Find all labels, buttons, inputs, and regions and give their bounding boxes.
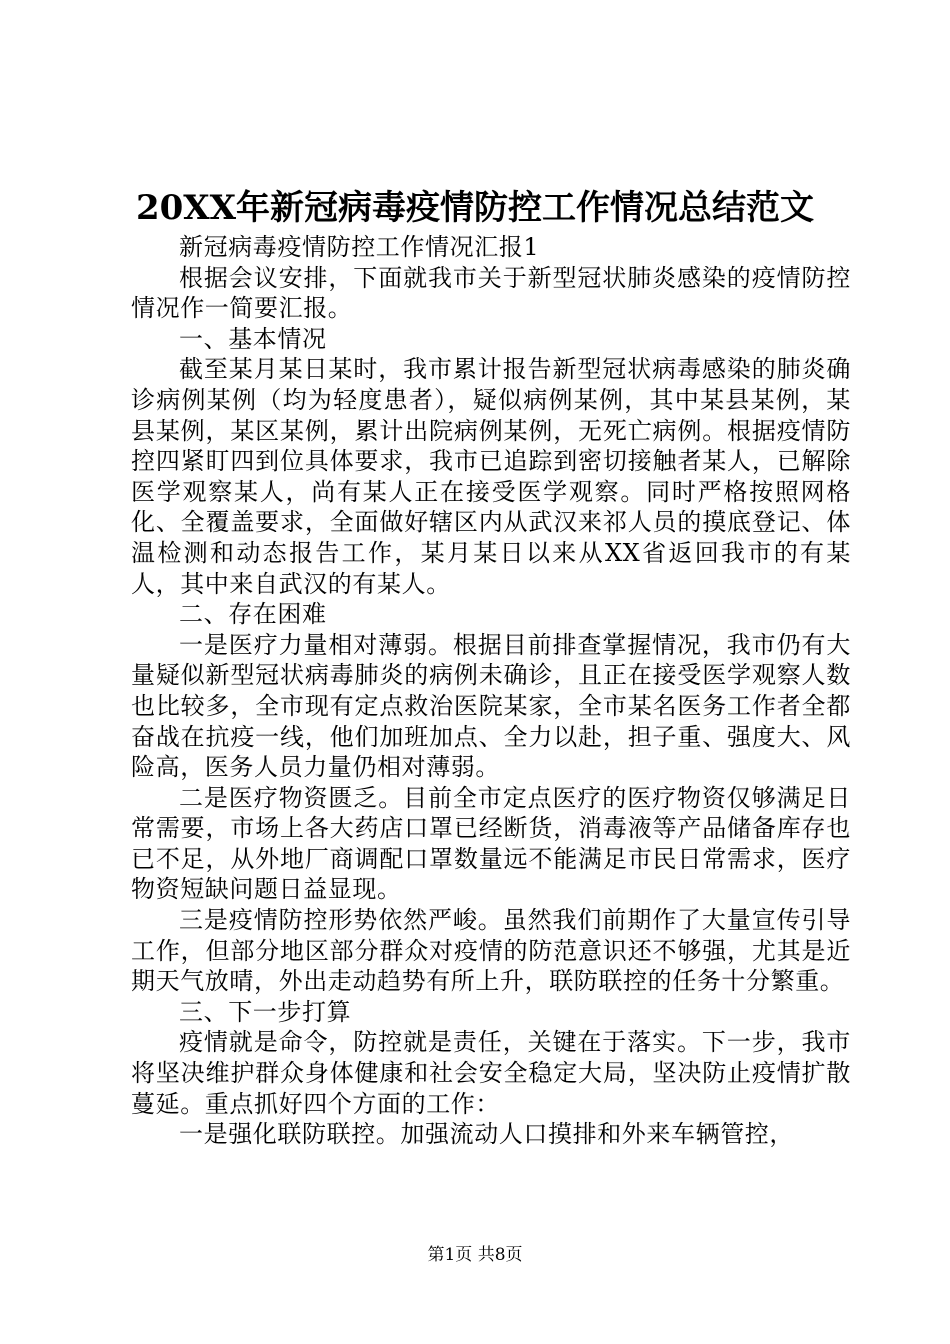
paragraph-basic-situation: 截至某月某日某时，我市累计报告新型冠状病毒感染的肺炎确诊病例某例（均为轻度患者），疑似病例某例，其中某县某例，某县某例，某区某例，累计出院病例某例，无死亡病例。根据疫情防控四紧盯四到位具体要求，我市已追踪到密切接触者某人，已解除医学观察某人，尚有某人正在接受医学观察。同时严格按照网格化、全覆盖要求，全面做好辖区内从武汉来祁人员的摸底登记、体温检测和动态报告工作，某月某日以来从XX省返回我市的有某人，其中来自武汉的有某人。	[131, 355, 851, 598]
paragraph-intro: 根据会议安排，下面就我市关于新型冠状肺炎感染的疫情防控情况作一简要汇报。	[131, 263, 851, 323]
section-heading-next-steps: 三、下一步打算	[179, 997, 352, 1026]
paragraph-difficulty-1: 一是医疗力量相对薄弱。根据目前排查掌握情况，我市仍有大量疑似新型冠状病毒肺炎的病例未确诊，且正在接受医学观察人数也比较多，全市现有定点救治医院某家，全市某名医务工作者全都奋战在抗疫一线，他们加班加点、全力以赴，担子重、强度大、风险高，医务人员力量仍相对薄弱。	[131, 630, 851, 782]
section-heading-basic-situation: 一、基本情况	[179, 324, 327, 353]
page-number: 第1页 共8页	[427, 1245, 523, 1265]
paragraph-difficulty-3: 三是疫情防控形势依然严峻。虽然我们前期作了大量宣传引导工作，但部分地区部分群众对疫情的防范意识还不够强，尤其是近期天气放晴，外出走动趋势有所上升，联防联控的任务十分繁重。	[131, 906, 851, 996]
paragraph-difficulty-2: 二是医疗物资匮乏。目前全市定点医疗的医疗物资仅够满足日常需要，市场上各大药店口罩已经断货，消毒液等产品储备库存也已不足，从外地厂商调配口罩数量远不能满足市民日常需求，医疗物资短缺问题日益显现。	[131, 783, 851, 904]
paragraph-next-steps: 疫情就是命令，防控就是责任，关键在于落实。下一步，我市将坚决维护群众身体健康和社会安全稳定大局，坚决防止疫情扩散蔓延。重点抓好四个方面的工作：	[131, 1028, 851, 1118]
document-title: 20XX年新冠病毒疫情防控工作情况总结范文	[135, 188, 815, 228]
paragraph-subtitle: 新冠病毒疫情防控工作情况汇报1	[179, 233, 540, 261]
section-heading-difficulties: 二、存在困难	[179, 600, 327, 629]
paragraph-next-step-1: 一是强化联防联控。加强流动人口摸排和外来车辆管控，	[179, 1120, 794, 1149]
document-body	[131, 232, 851, 1150]
